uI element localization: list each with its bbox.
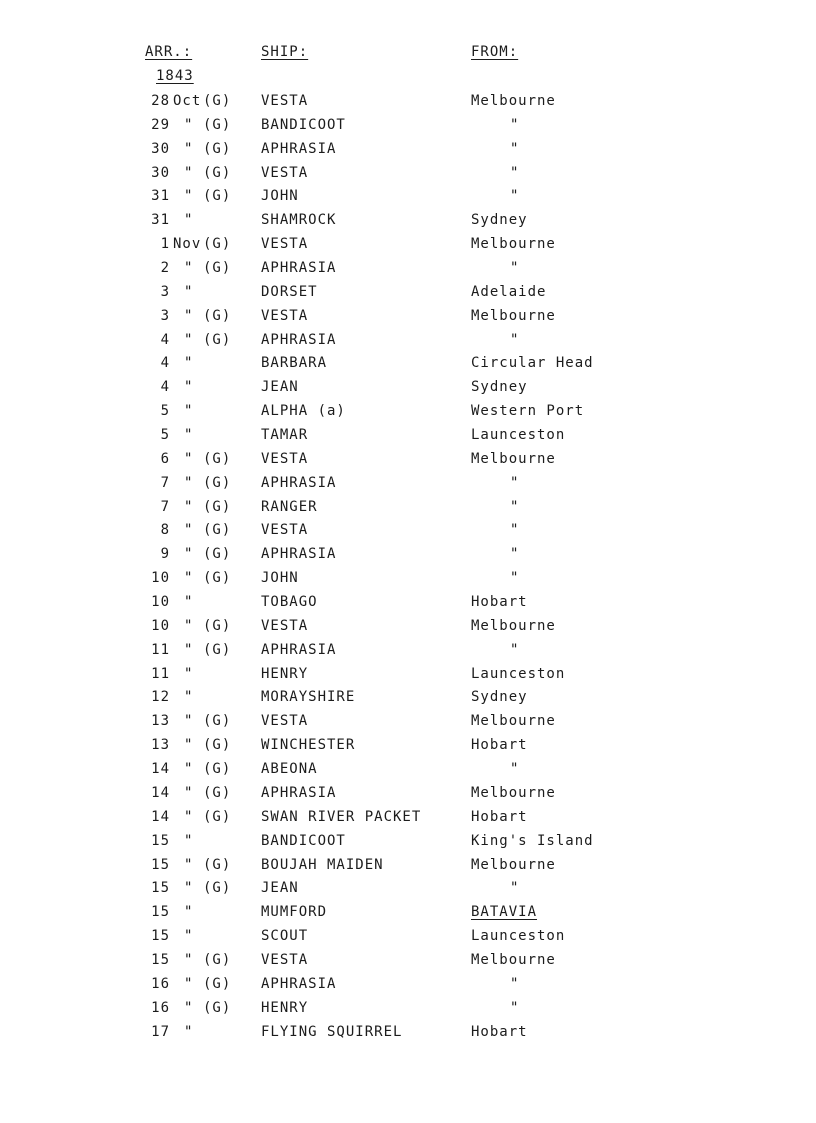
arrival-day: 4 xyxy=(160,379,170,396)
origin-port: Launceston xyxy=(471,427,566,444)
government-flag: (G) xyxy=(203,164,232,181)
arrival-month: " xyxy=(184,784,194,801)
arrival-day: 29 xyxy=(151,116,170,133)
origin-port: Melbourne xyxy=(471,951,556,968)
ship-name: ABEONA xyxy=(261,761,318,778)
government-flag: (G) xyxy=(203,737,232,754)
arrival-day: 7 xyxy=(160,498,170,515)
arrival-row xyxy=(0,736,816,760)
arrival-row xyxy=(0,331,816,355)
arrival-row xyxy=(0,760,816,784)
government-flag: (G) xyxy=(203,474,232,491)
arrival-row xyxy=(0,1023,816,1047)
government-flag: (G) xyxy=(203,880,232,897)
ship-name: APHRASIA xyxy=(261,975,337,992)
arrival-month: " xyxy=(184,116,194,133)
arrival-day: 5 xyxy=(160,403,170,420)
arrival-month: " xyxy=(184,283,194,300)
origin-port: " xyxy=(510,522,520,539)
arrival-row xyxy=(0,927,816,951)
arrival-row xyxy=(0,545,816,569)
ship-name: APHRASIA xyxy=(261,331,337,348)
arrival-row xyxy=(0,903,816,927)
arrival-month: " xyxy=(184,427,194,444)
arrival-month: " xyxy=(184,498,194,515)
arrival-row xyxy=(0,808,816,832)
arrival-day: 2 xyxy=(160,260,170,277)
arrival-row xyxy=(0,712,816,736)
arrival-row xyxy=(0,879,816,903)
arrival-row xyxy=(0,187,816,211)
arrival-row xyxy=(0,521,816,545)
year-label: 1843 xyxy=(156,68,194,84)
arrival-month: " xyxy=(184,570,194,587)
arrival-day: 5 xyxy=(160,427,170,444)
arrival-month: " xyxy=(184,140,194,157)
origin-port: " xyxy=(510,331,520,348)
header-arr: ARR.: xyxy=(145,44,193,60)
arrival-day: 4 xyxy=(160,355,170,372)
arrival-month: " xyxy=(184,928,194,945)
government-flag: (G) xyxy=(203,116,232,133)
government-flag: (G) xyxy=(203,951,232,968)
ship-name: APHRASIA xyxy=(261,140,337,157)
arrival-month: " xyxy=(184,713,194,730)
origin-port: BATAVIA xyxy=(471,904,538,921)
ship-name: APHRASIA xyxy=(261,641,337,658)
origin-port: Sydney xyxy=(471,212,528,229)
arrival-row xyxy=(0,283,816,307)
arrival-day: 15 xyxy=(151,951,170,968)
arrival-row xyxy=(0,569,816,593)
arrival-month: " xyxy=(184,474,194,491)
ship-name: JOHN xyxy=(261,570,299,587)
arrival-month: " xyxy=(184,522,194,539)
arrival-day: 31 xyxy=(151,212,170,229)
arrival-day: 11 xyxy=(151,641,170,658)
arrival-row xyxy=(0,975,816,999)
header-from: FROM: xyxy=(471,44,519,60)
government-flag: (G) xyxy=(203,641,232,658)
arrival-month: " xyxy=(184,188,194,205)
government-flag: (G) xyxy=(203,236,232,253)
government-flag: (G) xyxy=(203,260,232,277)
government-flag: (G) xyxy=(203,856,232,873)
arrival-month: " xyxy=(184,880,194,897)
arrival-day: 15 xyxy=(151,880,170,897)
origin-port: " xyxy=(510,188,520,205)
arrival-row xyxy=(0,354,816,378)
government-flag: (G) xyxy=(203,331,232,348)
origin-port: Hobart xyxy=(471,808,528,825)
arrival-month: " xyxy=(184,594,194,611)
origin-port: " xyxy=(510,641,520,658)
ship-name: VESTA xyxy=(261,951,309,968)
arrival-day: 14 xyxy=(151,761,170,778)
ship-name: SWAN RIVER PACKET xyxy=(261,808,422,825)
arrival-month: " xyxy=(184,403,194,420)
arrival-month: " xyxy=(184,689,194,706)
ship-name: APHRASIA xyxy=(261,260,337,277)
government-flag: (G) xyxy=(203,617,232,634)
origin-port: Melbourne xyxy=(471,93,556,109)
ship-name: BANDICOOT xyxy=(261,832,346,849)
ship-name: APHRASIA xyxy=(261,474,337,491)
arrival-day: 15 xyxy=(151,856,170,873)
origin-port: " xyxy=(510,999,520,1016)
ship-name: VESTA xyxy=(261,164,309,181)
arrival-month: " xyxy=(184,546,194,563)
arrival-month: " xyxy=(184,450,194,467)
origin-port: " xyxy=(510,570,520,587)
government-flag: (G) xyxy=(203,570,232,587)
arrival-day: 7 xyxy=(160,474,170,491)
arrival-row xyxy=(0,402,816,426)
arrival-day: 16 xyxy=(151,975,170,992)
arrival-day: 13 xyxy=(151,713,170,730)
arrival-row xyxy=(0,211,816,235)
government-flag: (G) xyxy=(203,761,232,778)
arrival-day: 4 xyxy=(160,331,170,348)
ship-name: VESTA xyxy=(261,93,309,109)
arrival-day: 12 xyxy=(151,689,170,706)
arrival-month: " xyxy=(184,212,194,229)
arrival-month: " xyxy=(184,737,194,754)
ship-name: HENRY xyxy=(261,999,309,1016)
arrival-month: Oct xyxy=(173,93,202,109)
ship-name: MUMFORD xyxy=(261,904,328,921)
arrival-month: " xyxy=(184,761,194,778)
origin-port: " xyxy=(510,498,520,515)
arrival-month: " xyxy=(184,164,194,181)
arrival-day: 31 xyxy=(151,188,170,205)
origin-port: " xyxy=(510,546,520,563)
ship-name: VESTA xyxy=(261,713,309,730)
arrival-row xyxy=(0,784,816,808)
arrival-day: 17 xyxy=(151,1023,170,1040)
origin-port: Launceston xyxy=(471,665,566,682)
ship-name: VESTA xyxy=(261,236,309,253)
government-flag: (G) xyxy=(203,140,232,157)
origin-port: Hobart xyxy=(471,594,528,611)
ship-name: VESTA xyxy=(261,522,309,539)
ship-name: VESTA xyxy=(261,617,309,634)
arrival-row xyxy=(0,665,816,689)
ship-name: JEAN xyxy=(261,379,299,396)
government-flag: (G) xyxy=(203,307,232,324)
arrival-month: " xyxy=(184,379,194,396)
arrival-row xyxy=(0,307,816,331)
government-flag: (G) xyxy=(203,975,232,992)
origin-port: " xyxy=(510,260,520,277)
government-flag: (G) xyxy=(203,546,232,563)
arrival-day: 28 xyxy=(151,93,170,109)
ship-name: JEAN xyxy=(261,880,299,897)
origin-port: " xyxy=(510,975,520,992)
ship-name: FLYING SQUIRREL xyxy=(261,1023,403,1040)
origin-port: Melbourne xyxy=(471,856,556,873)
origin-port: Melbourne xyxy=(471,784,556,801)
arrival-month: " xyxy=(184,641,194,658)
ship-name: HENRY xyxy=(261,665,309,682)
origin-port: " xyxy=(510,474,520,491)
origin-port: " xyxy=(510,880,520,897)
arrival-day: 14 xyxy=(151,784,170,801)
ship-name: APHRASIA xyxy=(261,546,337,563)
arrival-month: " xyxy=(184,665,194,682)
ship-name: BOUJAH MAIDEN xyxy=(261,856,384,873)
government-flag: (G) xyxy=(203,999,232,1016)
arrival-month: Nov xyxy=(173,236,202,253)
arrival-row xyxy=(0,593,816,617)
arrival-month: " xyxy=(184,355,194,372)
origin-port: Melbourne xyxy=(471,236,556,253)
origin-port: Melbourne xyxy=(471,450,556,467)
origin-port: Western Port xyxy=(471,403,585,420)
origin-port: " xyxy=(510,761,520,778)
arrival-row xyxy=(0,164,816,188)
arrival-row xyxy=(0,450,816,474)
origin-port: " xyxy=(510,140,520,157)
arrival-month: " xyxy=(184,856,194,873)
ship-name: RANGER xyxy=(261,498,318,515)
arrival-row xyxy=(0,140,816,164)
origin-port: " xyxy=(510,164,520,181)
arrival-month: " xyxy=(184,951,194,968)
origin-port: Sydney xyxy=(471,689,528,706)
arrival-day: 16 xyxy=(151,999,170,1016)
origin-port: Launceston xyxy=(471,928,566,945)
ship-name: DORSET xyxy=(261,283,318,300)
arrival-row xyxy=(0,235,816,259)
arrival-row xyxy=(0,688,816,712)
arrival-day: 15 xyxy=(151,832,170,849)
arrival-day: 10 xyxy=(151,617,170,634)
arrival-month: " xyxy=(184,904,194,921)
ship-name: TOBAGO xyxy=(261,594,318,611)
arrival-day: 3 xyxy=(160,283,170,300)
arrival-row xyxy=(0,617,816,641)
arrival-row xyxy=(0,426,816,450)
government-flag: (G) xyxy=(203,808,232,825)
government-flag: (G) xyxy=(203,450,232,467)
arrival-day: 9 xyxy=(160,546,170,563)
origin-port: Circular Head xyxy=(471,355,594,372)
government-flag: (G) xyxy=(203,713,232,730)
ship-name: APHRASIA xyxy=(261,784,337,801)
ship-name: MORAYSHIRE xyxy=(261,689,356,706)
arrival-day: 10 xyxy=(151,594,170,611)
origin-port: Adelaide xyxy=(471,283,547,300)
arrival-day: 13 xyxy=(151,737,170,754)
arrival-day: 15 xyxy=(151,904,170,921)
origin-port: Melbourne xyxy=(471,307,556,324)
arrival-month: " xyxy=(184,808,194,825)
arrival-day: 6 xyxy=(160,450,170,467)
arrival-day: 30 xyxy=(151,164,170,181)
arrival-month: " xyxy=(184,617,194,634)
ship-name: SCOUT xyxy=(261,928,309,945)
ship-name: BARBARA xyxy=(261,355,328,372)
origin-port: " xyxy=(510,116,520,133)
ship-name: BANDICOOT xyxy=(261,116,346,133)
ship-name: SHAMROCK xyxy=(261,212,337,229)
origin-port: Melbourne xyxy=(471,617,556,634)
ship-name: WINCHESTER xyxy=(261,737,356,754)
arrival-day: 10 xyxy=(151,570,170,587)
government-flag: (G) xyxy=(203,522,232,539)
arrival-month: " xyxy=(184,975,194,992)
arrival-day: 14 xyxy=(151,808,170,825)
arrival-row xyxy=(0,259,816,283)
arrival-row xyxy=(0,951,816,975)
arrival-day: 11 xyxy=(151,665,170,682)
arrival-row xyxy=(0,378,816,402)
arrival-row xyxy=(0,474,816,498)
arrival-month: " xyxy=(184,260,194,277)
arrival-row xyxy=(0,641,816,665)
government-flag: (G) xyxy=(203,188,232,205)
arrivals-list xyxy=(0,92,816,1046)
origin-port: King's Island xyxy=(471,832,594,849)
arrival-month: " xyxy=(184,1023,194,1040)
government-flag: (G) xyxy=(203,498,232,515)
arrival-row xyxy=(0,999,816,1023)
arrival-month: " xyxy=(184,307,194,324)
ship-name: TAMAR xyxy=(261,427,309,444)
arrival-row xyxy=(0,832,816,856)
arrival-row xyxy=(0,498,816,522)
government-flag: (G) xyxy=(203,93,232,109)
ship-name: VESTA xyxy=(261,307,309,324)
origin-port: Melbourne xyxy=(471,713,556,730)
government-flag: (G) xyxy=(203,784,232,801)
arrival-month: " xyxy=(184,832,194,849)
arrival-month: " xyxy=(184,331,194,348)
arrival-row xyxy=(0,116,816,140)
arrival-day: 1 xyxy=(160,236,170,253)
arrival-day: 8 xyxy=(160,522,170,539)
arrival-row xyxy=(0,856,816,880)
origin-port: Sydney xyxy=(471,379,528,396)
ship-name: ALPHA (a) xyxy=(261,403,346,420)
arrival-row xyxy=(0,92,816,116)
origin-port: Hobart xyxy=(471,1023,528,1040)
arrival-day: 15 xyxy=(151,928,170,945)
header-ship: SHIP: xyxy=(261,44,309,60)
arrival-day: 3 xyxy=(160,307,170,324)
arrival-day: 30 xyxy=(151,140,170,157)
origin-port: Hobart xyxy=(471,737,528,754)
ship-name: VESTA xyxy=(261,450,309,467)
ship-name: JOHN xyxy=(261,188,299,205)
arrival-month: " xyxy=(184,999,194,1016)
